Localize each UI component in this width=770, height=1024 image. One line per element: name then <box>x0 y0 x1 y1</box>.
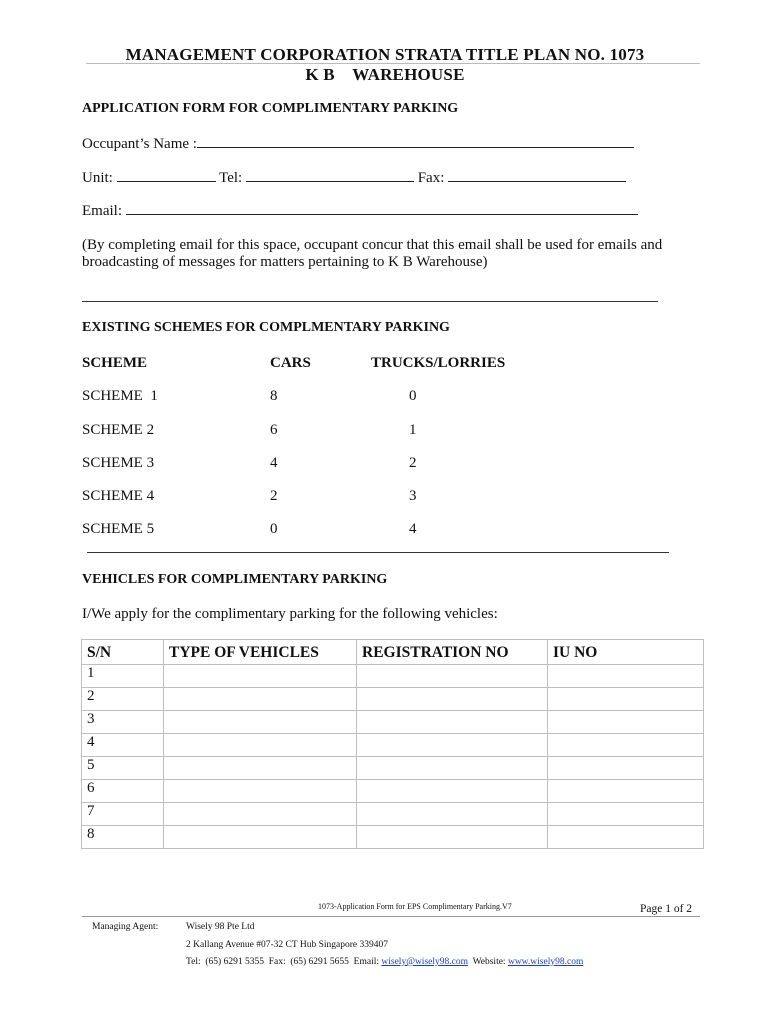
email-row <box>82 202 638 220</box>
table-row <box>82 688 704 711</box>
scheme-cars: 6 <box>270 422 278 438</box>
scheme-cars: 2 <box>270 488 278 504</box>
tel-label: Tel: <box>219 170 243 186</box>
vehicle-type-cell[interactable] <box>164 803 357 826</box>
document-reference: 1073-Application Form for EPS Complimentary Parking.V7 <box>318 902 512 911</box>
vehicle-type-cell[interactable] <box>164 734 357 757</box>
registration-cell[interactable] <box>357 826 548 849</box>
registration-cell[interactable] <box>357 734 548 757</box>
table-row <box>82 826 704 849</box>
scheme-name: SCHEME 3 <box>82 455 155 471</box>
unit-field[interactable] <box>117 169 216 182</box>
iu-cell[interactable] <box>548 711 704 734</box>
agent-email-link[interactable]: wisely@wisely98.com <box>381 957 468 967</box>
section-divider-2 <box>87 552 669 553</box>
scheme-trucks: 0 <box>409 388 417 404</box>
footer-divider <box>82 916 700 917</box>
vehicle-type-cell[interactable] <box>164 757 357 780</box>
vehicles-heading: VEHICLES FOR COMPLIMENTARY PARKING <box>82 572 388 587</box>
application-heading: APPLICATION FORM FOR COMPLIMENTARY PARKING <box>82 101 459 116</box>
vehicle-type-cell[interactable] <box>164 711 357 734</box>
row-number: 3 <box>82 711 164 734</box>
occupant-name-row <box>82 135 634 153</box>
row-number: 4 <box>82 734 164 757</box>
iu-cell[interactable] <box>548 826 704 849</box>
sn-column-header: S/N <box>82 640 164 665</box>
scheme-column-header: SCHEME <box>82 355 148 371</box>
website-label: Website: <box>467 957 508 967</box>
vehicle-type-column-header: TYPE OF VEHICLES <box>164 640 357 665</box>
agent-contact-line <box>186 957 583 967</box>
unit-label: Unit: <box>82 170 113 186</box>
iu-cell[interactable] <box>548 757 704 780</box>
table-row <box>82 665 704 688</box>
vehicle-type-cell[interactable] <box>164 688 357 711</box>
table-row <box>82 803 704 826</box>
scheme-name: SCHEME 5 <box>82 521 155 537</box>
scheme-trucks: 2 <box>409 455 417 471</box>
corporation-title: MANAGEMENT CORPORATION STRATA TITLE PLAN NO. 1073 <box>125 45 645 64</box>
row-number: 1 <box>82 665 164 688</box>
email-consent-note: (By completing email for this space, occupant concur that this email shall be used for emails and broadcasting of messages for matters pertaining to K B Warehouse) <box>82 237 663 270</box>
iu-cell[interactable] <box>548 803 704 826</box>
fax-label: Fax: <box>417 170 445 186</box>
registration-cell[interactable] <box>357 803 548 826</box>
registration-cell[interactable] <box>357 665 548 688</box>
scheme-cars: 0 <box>270 521 278 537</box>
fax-field[interactable] <box>448 169 626 182</box>
contact-row <box>82 169 626 187</box>
row-number: 8 <box>82 826 164 849</box>
scheme-cars: 4 <box>270 455 278 471</box>
vehicle-type-cell[interactable] <box>164 665 357 688</box>
scheme-name: SCHEME 2 <box>82 422 155 438</box>
agent-address: 2 Kallang Avenue #07-32 CT Hub Singapore 339407 <box>186 940 389 950</box>
vehicle-type-cell[interactable] <box>164 826 357 849</box>
scheme-cars: 8 <box>270 388 278 404</box>
occupant-name-field[interactable] <box>197 135 634 148</box>
agent-phone-fax: Tel: (65) 6291 5355 Fax: (65) 6291 5655 Email: <box>186 957 382 967</box>
email-label: Email: <box>82 203 122 219</box>
schemes-heading: EXISTING SCHEMES FOR COMPLMENTARY PARKING <box>82 320 450 335</box>
iu-cell[interactable] <box>548 780 704 803</box>
email-field[interactable] <box>126 202 638 215</box>
trucks-column-header: TRUCKS/LORRIES <box>371 355 506 371</box>
row-number: 2 <box>82 688 164 711</box>
scheme-trucks: 3 <box>409 488 417 504</box>
scheme-name: SCHEME 4 <box>82 488 155 504</box>
managing-agent-name: Wisely 98 Pte Ltd <box>186 922 255 932</box>
iu-cell[interactable] <box>548 665 704 688</box>
iu-cell[interactable] <box>548 734 704 757</box>
registration-cell[interactable] <box>357 757 548 780</box>
cars-column-header: CARS <box>270 355 311 371</box>
registration-cell[interactable] <box>357 780 548 803</box>
row-number: 7 <box>82 803 164 826</box>
vehicle-type-cell[interactable] <box>164 780 357 803</box>
vehicles-intro: I/We apply for the complimentary parking for the following vehicles: <box>82 606 498 622</box>
table-row <box>82 757 704 780</box>
occupant-name-label: Occupant’s Name : <box>82 136 197 152</box>
scheme-trucks: 4 <box>409 521 417 537</box>
table-row <box>82 780 704 803</box>
scheme-name: SCHEME 1 <box>82 388 158 404</box>
page-number: Page 1 of 2 <box>640 903 693 915</box>
managing-agent-label: Managing Agent: <box>92 922 159 932</box>
header-divider <box>86 63 700 64</box>
table-row <box>82 734 704 757</box>
iu-cell[interactable] <box>548 688 704 711</box>
scheme-trucks: 1 <box>409 422 417 438</box>
table-row <box>82 711 704 734</box>
row-number: 5 <box>82 757 164 780</box>
registration-column-header: REGISTRATION NO <box>357 640 548 665</box>
table-header-row <box>82 640 704 665</box>
registration-cell[interactable] <box>357 711 548 734</box>
warehouse-title: K B WAREHOUSE <box>305 65 465 84</box>
agent-website-link[interactable]: www.wisely98.com <box>507 957 584 967</box>
registration-cell[interactable] <box>357 688 548 711</box>
tel-field[interactable] <box>246 169 414 182</box>
row-number: 6 <box>82 780 164 803</box>
iu-column-header: IU NO <box>548 640 704 665</box>
section-divider-1 <box>82 301 658 302</box>
vehicles-table <box>81 639 704 849</box>
